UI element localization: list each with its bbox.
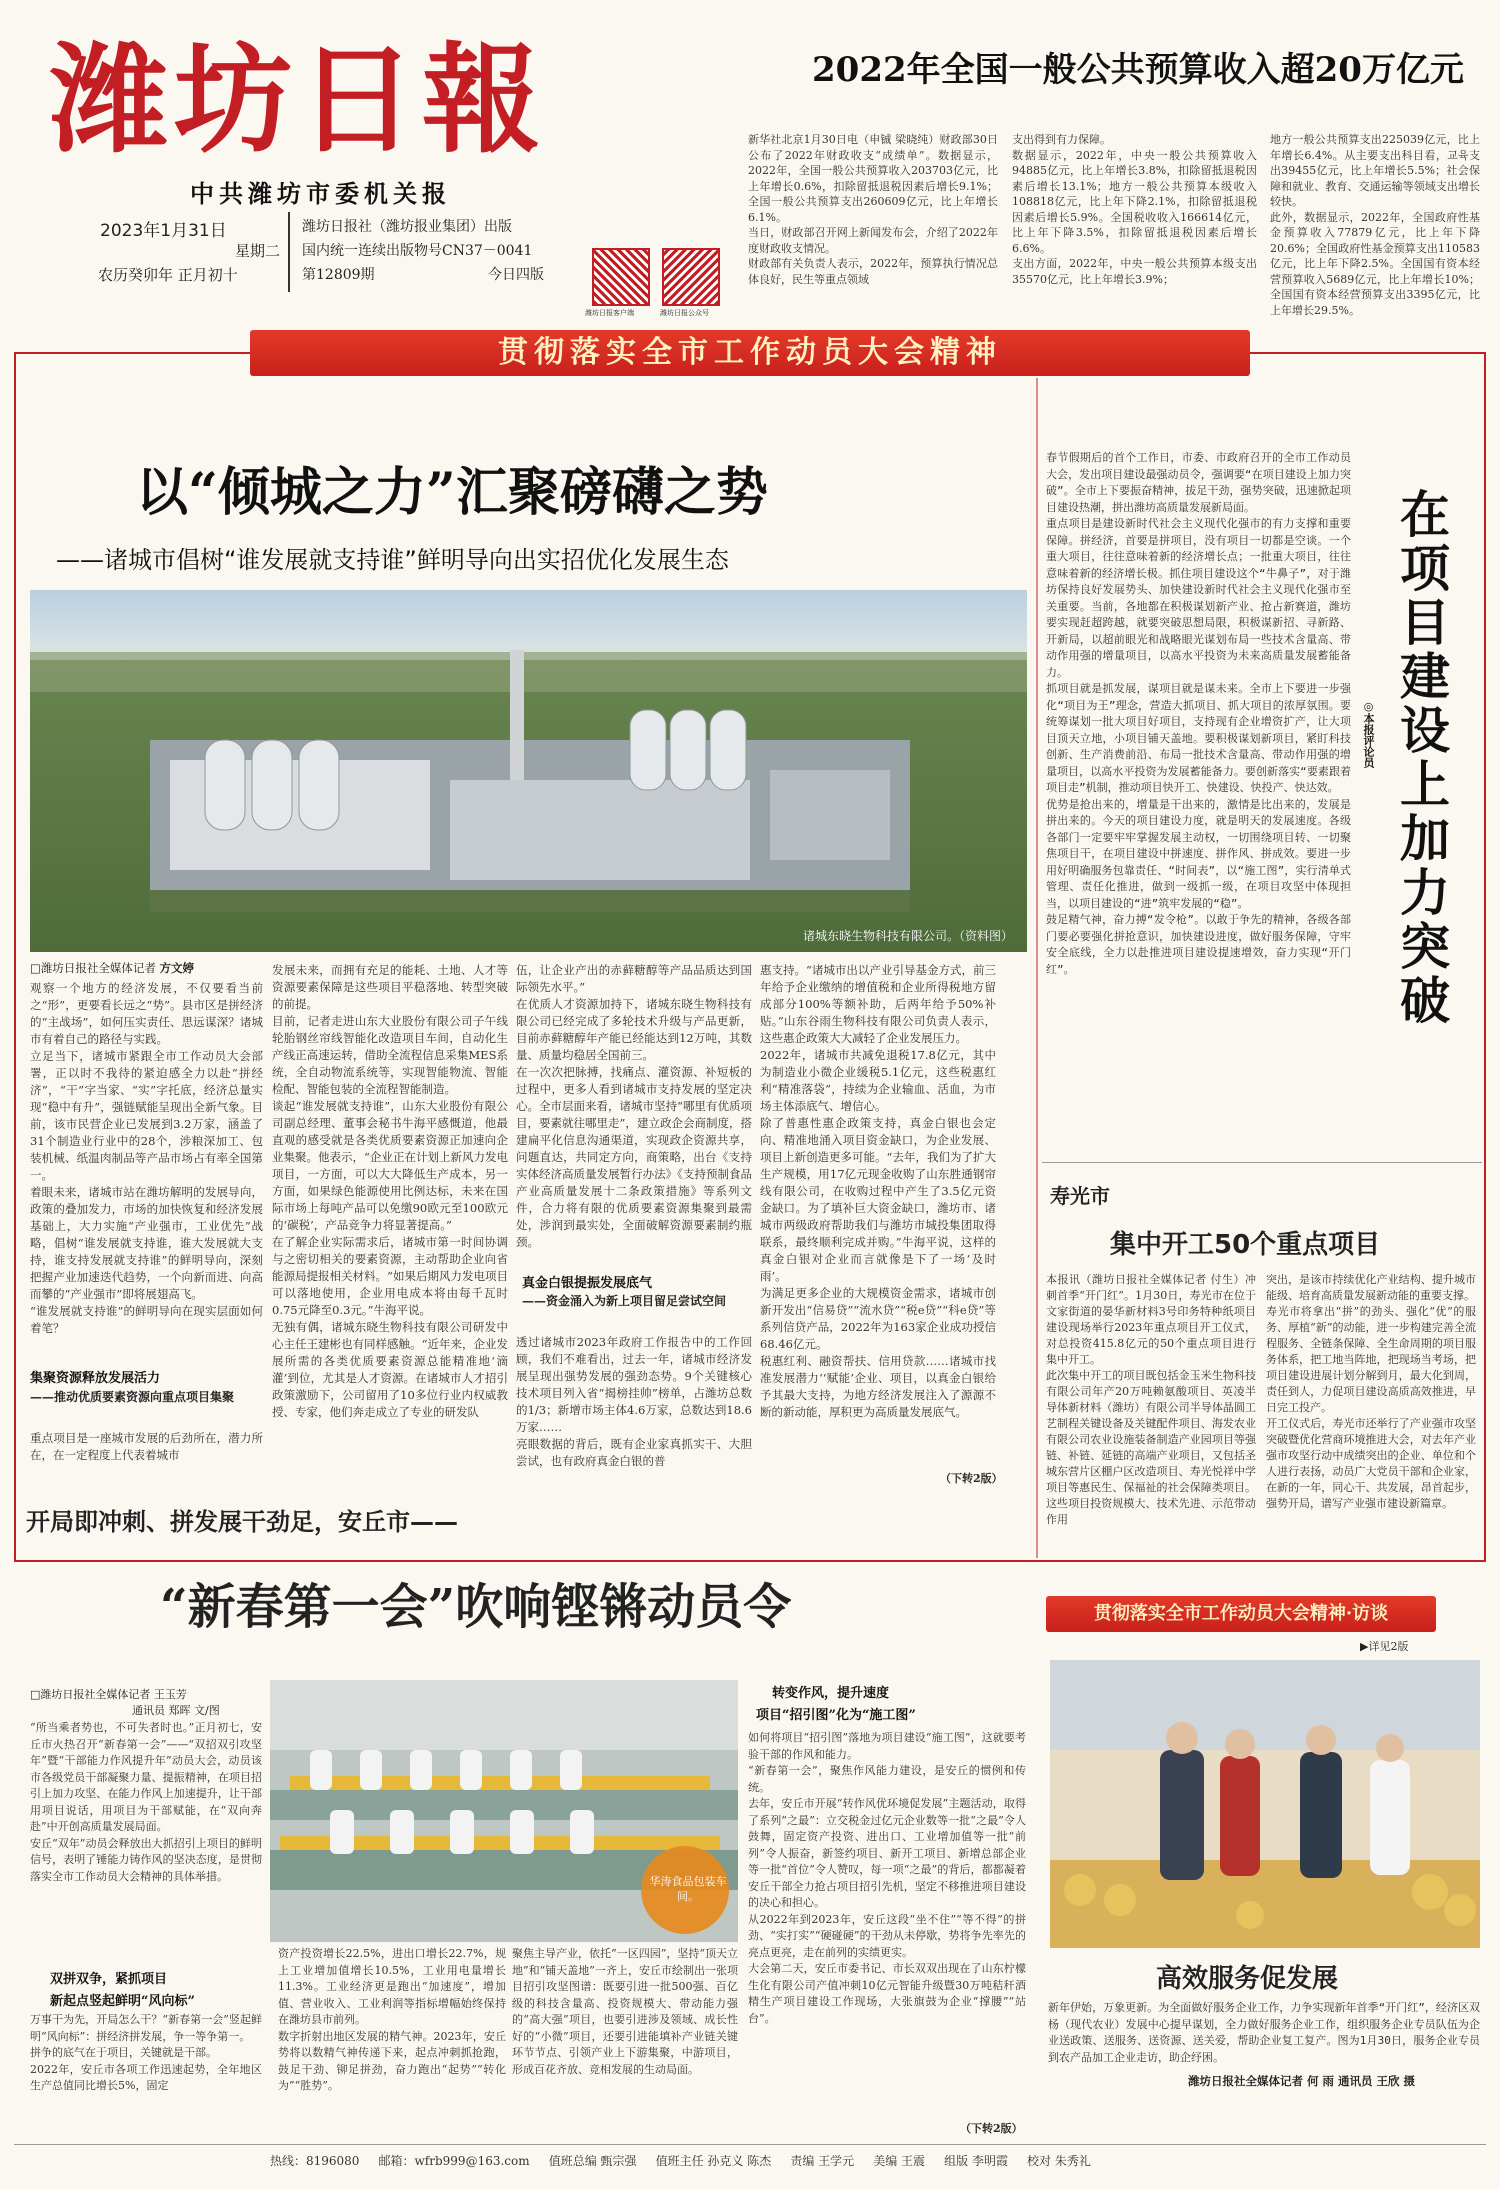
- lead-sub2: 真金白银提振发展底气: [522, 1276, 653, 1291]
- masthead-subtitle: 中共潍坊市委机关报: [190, 180, 451, 208]
- shouguang-kicker: 寿光市: [1050, 1184, 1110, 1208]
- footer-editor-art: 美编 王震: [873, 2154, 926, 2168]
- footer-rule: [14, 2144, 1486, 2145]
- anqiu-sub1: 双拼双争，紧抓项目: [50, 1972, 168, 1987]
- anqiu-photo-caption: 华涛食品包装车间。: [649, 1875, 727, 1903]
- anqiu-col2: 资产投资增长22.5%，进出口增长22.7%，规上工业增加值增长10.5%，工业用电量增长11.3%。工业经济更是跑出“加速度”，增加值、营业收入、工业利润等指标增幅始终保持在潍坊县市前列。 数字折射出地区发展的精气神。2023年，安丘势将以数精气神传递下来，起点冲刺抓抢跑，鼓足干劲、铆足拼劲，奋力跑出“起势”“转化为”“胜势”。: [278, 1947, 506, 2092]
- lead-col4: 惠支持。“诸城市出以产业引导基金方式，前三年给予企业缴纳的增值税和企业所得税地方留成部分100%等额补助，后两年给予50%补贴。”山东谷雨生物科技有限公司负责人表示，这些惠企政策大大减轻了企业发展压力。 2022年，诸城市共减免退税17.8亿元，其中为制造业小微企业缓税5.1亿元，这些税惠红利“精准落袋”，持续为企业输血、活血，为市场主体添底气、增信心。 除了普惠性惠企政策支持，真金白银也会定向、精准地涌入项目资金缺口，为企业发展、项目上新创造更多可能。“去年，我们为了扩大生产规模，用17亿元现金收购了山东胜通钢帘线有限公司，在收购过程中产生了3.5亿元资金缺口。为了填补巨大资金缺口，潍坊市、诸城市两级政府帮助我们与潍坊市城投集团取得联系，最终顺利完成并购。”牛海平说，这样的真金白银对企业而言就像是下了一场‘及时雨’。 为满足更多企业的大规模资金需求，诸城市创新开发出“信易贷”“流水贷”“税e贷”“科e贷”等系列信贷产品，2022年为163家企业成功授信68.46亿元。 税惠红利、融资帮扶、信用贷款……诸城市找准发展潜力‘‘赋能’企业、项目，以真金白银给予其最大支持，为地方经济发展注入了源源不断的新动能，厚积更为高质量发展底气。: [760, 963, 996, 1419]
- masthead-weekday: 星期二: [235, 242, 281, 260]
- lead-byline: [30, 960, 194, 976]
- masthead-pages: 今日四版: [488, 267, 544, 283]
- masthead-divider: [288, 212, 290, 292]
- top-story-col3: 地方一般公共预算支出225039亿元，比上年增长6.4%。从主要支出科目看，교육支出39455亿元，比上年增长5.5%；社会保障和就业、教育、交通运输等领域支出增长较快。 此外，数据显示，2022年，全国政府性基金预算收入77879亿元，比上年下降20.6%；全国政府性基金预算支出110583亿元，比上年下降2.5%。全国国有资本经营预算收入5689亿元，比上年增长10%；全国国有资本经营预算支出3395亿元，比上年增长29.5%。: [1270, 133, 1480, 317]
- shouguang-title[interactable]: 集中开工50个重点项目: [1110, 1230, 1381, 1260]
- anqiu-byline1: □潍坊日报社全媒体记者 王玉芳: [30, 1688, 187, 1701]
- footer: [270, 2152, 1091, 2169]
- lead-col3b: 透过诸城市2023年政府工作报告中的工作回顾，我们不难看出，过去一年，诸城市经济发展呈现出强势发展的强劲态势。9个关键核心技术项目列入省“揭榜挂帅”榜单，占潍坊总数的1/3；新增市场主体4.6万家，总数达到18.6万家…… 亮眼数据的背后，既有企业家真抓实干、大胆尝试，也有政府真金白银的普: [516, 1335, 752, 1468]
- footer-editor-layout: 组版 李明霞: [944, 2154, 1008, 2168]
- fangtan-credit: 潍坊日报社全媒体记者 何 雨 通讯员 王欣 摄: [1188, 2074, 1416, 2088]
- lead-subtitle: ——诸城市倡树“谁发展就支持谁”鲜明导向出实招优化发展生态: [56, 546, 729, 574]
- footer-editor-proof: 校对 朱秀礼: [1027, 2154, 1091, 2168]
- lead-col2: 发展未来，而拥有充足的能耗、土地、人才等资源要素保障是这些项目平稳落地、转型突破的前提。 目前，记者走进山东大业股份有限公司子午线轮胎钢丝帘线智能化改造项目车间，自动化生产线正高速运转，借助全流程信息采集MES系统，全自动物流系统等，实现智能物流、智能检配、智能包装的全流程智能制造。 谈起“谁发展就支持谁”，山东大业股份有限公司副总经理、董事会秘书牛海平感慨道，他最直观的感受就是各类优质要素资源正加速向企业集聚。他表示，“企业正在计划上新风力发电项目，一方面，可以大大降低生产成本，另一方面，如果绿色能源使用比例达标，未来在国际市场上每吨产品可以免缴90欧元至100欧元的‘碳税’，产品竞争力将显著提高。” 在了解企业实际需求后，诸城市第一时间协调与之密切相关的要素资源，主动帮助企业向省能源局提报相关材料。“如果后期风力发电项目可以落地使用，企业用电成本将由每千瓦时0.75元降至0.3元。”牛海平说。 无独有偶，诸城东晓生物科技有限公司研发中心主任王建彬也有同样感触。“近年来，企业发展所需的各类优质要素资源总能精准地‘滴灌’到位，尤其是人才资源。在诸城市人才招引政策激励下，公司留用了10多位行业内权威教授、专家，他们奔走成立了专业的研发队: [272, 963, 508, 1419]
- shouguang-col2: 突出，是该市持续优化产业结构、提升城市能级、培育高质量发展新动能的重要支撑。 寿光市将拿出“拼”的劲头、强化“优”的服务、厚植“新”的动能，进一步构建完善全流程服务、全链条保障、全生命周期的项目服务体系，把工地当阵地，把现场当考场，把项目建设进展计划分解到月，最大化到周，责任到人，力促项目建设高质高效推进，早日完工投产。 开工仪式后，寿光市还举行了产业强市攻坚突破暨优化营商环境推进大会，对去年产业强市攻坚行动中成绩突出的企业、单位和个人进行表扬，动员广大党员干部和企业家，在新的一年，同心干、共发展，昂首起步，强势开局，谱写产业强市建设新篇章。: [1266, 1273, 1476, 1510]
- masthead-issue: 第12809期: [302, 267, 375, 283]
- footer-hotline: 热线：8196080: [270, 2154, 360, 2168]
- anqiu-photo: [270, 1680, 738, 1942]
- commentary-text: 春节假期后的首个工作日，市委、市政府召开的全市工作动员大会，发出项目建设最强动员令，强调要“在项目建设上加力突破”。全市上下要振奋精神，拔足干劲，强势突破，迅速掀起项目建设热潮，拼出潍坊高质量发展新局面。 重点项目是建设新时代社会主义现代化强市的有力支撑和重要保障。拼经济，首要是拼项目，没有项目一切都是空谈。一个重大项目，往往意味着新的经济增长点；一批重大项目，往往意味着新的经济增长极。抓住项目建设这个“牛鼻子”，对于潍坊保持良好发展势头、加快建设新时代社会主义现代化强市至关重要。当前，各地都在积极谋划新产业、抢占新赛道，潍坊要实现赶超跨越，就要突破思想局限，积极谋新招、寻新路、开新局，以超前眼光和战略眼光谋划布局一些技术含量高、带动作用强的增量项目，以高水平投资为未来高质量发展蓄能备力。 抓项目就是抓发展，谋项目就是谋未来。全市上下要进一步强化“项目为王”理念，营造大抓项目、抓大项目的浓厚氛围。要统筹谋划一批大项目好项目，支持现有企业增资扩产，让大项目顶天立地，小项目铺天盖地。要积极谋划新项目，紧盯科技创新、生产消费前沿、布局一批技术含量高、带动作用强的增量项目，以高水平投资为发展蓄能备力。要创新落实“要素跟着项目走”机制，推动项目快开工、快建设、快投产、快达效。 优势是抢出来的，增量是干出来的，激情是比出来的，发展是拼出来的。今天的项目建设力度，就是明天的发展速度。各级各部门一定要牢牢掌握发展主动权，一切围绕项目转、一切聚焦项目干，在项目建设中拼速度、拼作风、拼成效。要进一步用好明确服务包靠责任、“时间表”，以“施工图”，实行清单式管理、责任化推进，做到一级抓一级，在项目攻坚中体现担当，以项目建设的“进”筑牢发展的“稳”。 鼓足精气神，奋力搏“发令枪”。以敢于争先的精神，各级各部门要必要强化拼抢意识，加快建设进度，做好服务保障，守牢安全底线，全力以赴推进项目建设提速增效，奋力实现“开门红”。: [1046, 451, 1351, 976]
- anqiu-sub2b: 项目“招引图”化为“施工图”: [756, 1708, 916, 1723]
- masthead-logo: 潍坊日報: [50, 30, 547, 169]
- shouguang-rule: [1042, 1162, 1482, 1163]
- main-banner-text: 贯彻落实全市工作动员大会精神: [498, 335, 1002, 370]
- qr-code-wechat[interactable]: [662, 248, 720, 306]
- masthead-cn: 国内统一连续出版物号CN37－0041: [302, 243, 533, 259]
- fangtan-title[interactable]: 高效服务促发展: [1156, 1964, 1339, 1994]
- lead-byline-name: 方文婷: [159, 961, 195, 975]
- anqiu-col1: “所当乘者势也，不可失者时也。”正月初七，安丘市火热召开“新春第一会”——“双招双引攻坚年”暨“干部能力作风提升年”动员大会，动员该市各级党员干部凝聚力量、提振精神，在项目招引上加力攻坚、在能力作风上加速提升，让干部用项目说话，用项目为干部赋能，在“双向奔赴”中开创高质量发展局面。 安丘“双年”动员会释放出大抓招引上项目的鲜明信号，表明了锤能力铸作风的坚决态度，是贯彻落实全市工作动员大会精神的具体举措。: [30, 1721, 262, 1883]
- masthead-date: 2023年1月31日: [100, 221, 227, 241]
- lead-col1: 观察一个地方的经济发展，不仅要看当前之“形”，更要看长远之“势”。县市区是拼经济的“主战场”，如何压实责任、思远谋深？诸城市有着自己的路径与实践。 立足当下，诸城市紧跟全市工作动员大会部署，正以时不我待的紧迫感全力以赴“拼经济”，“干”字当家、“实”字托底，经济总量实现“稳中有升”，强链赋能呈现出全新气象。目前，该市民营企业已发展到3.2万家，涵盖了31个制造业行业中的28个，涉粮深加工、包装机械、纸温肉制品等产品市场占有率全国第一。 着眼未来，诸城市站在潍坊解明的发展导向，政策的叠加发力，市场的加快恢复和经济发展基础上，大力实施“产业强市，工业优先”战略，倡树“谁发展就支持谁，谁大发展就大支持，谁支持发展就支持谁”的鲜明导向，深刻把握产业加速迭代趋势，一个向新而进、向高而攀的“产业强市”即将展翅高飞。 “谁发展就支持谁”的鲜明导向在现实层面如何着笔？: [30, 981, 263, 1335]
- lead-sub1b: ——推动优质要素资源向重点项目集聚: [30, 1390, 235, 1404]
- lead-col3: 伍，让企业产出的赤藓糖醇等产品品质达到国际领先水平。” 在优质人才资源加持下，诸城东晓生物科技有限公司已经完成了多轮技术升级与产品更新，目前赤藓糖醇年产能已经能达到12万吨，其数量、质量均稳居全国前三。 在一次次把脉搏，找痛点、灌资源、补短板的过程中，更多人看到诸城市支持发展的坚定决心。全市层面来看，诸城市坚持“哪里有优质项目，要素就往哪里走”，建立政企会商制度，搭建扁平化信息沟通渠道，实现政企资源共享，问题直达，共同定方向，商策略，出台《支持实体经济高质量发展暂行办法》《支持预制食品产业高质量发展十二条政策措施》等系列文件，合力将有限的优质要素资源集聚到最需处，涉润到最实处，全面破解资源要素制约瓶颈。: [516, 963, 752, 1249]
- qr-label-app: 潍坊日报客户端: [585, 309, 634, 317]
- anqiu-col3: 聚焦主导产业，依托“一区四园”，坚持“顶天立地”和“铺天盖地”一齐上，安丘市绘制出一张项目招引攻坚图谱：既要引进一批500强、百亿级的科技含量高、投资规模大、带动能力强的“高大强”项目，也要引进涉及领域、成长性好的“小微”项目，还要引进能填补产业链关键环节节点、引领产业上下游集聚，中游项目，形成百花齐放、竞相发展的生动局面。: [512, 1947, 738, 2076]
- footer-editor-duty: 值班主任 孙克义 陈杰: [655, 2154, 772, 2168]
- fangtan-see-more[interactable]: ▶详见2版: [1360, 1640, 1409, 1653]
- column-divider: [1036, 378, 1038, 1558]
- commentary-title[interactable]: 在项目建设上加力突破: [1392, 488, 1451, 1028]
- lead-sub1: 集聚资源释放发展活力: [30, 1371, 161, 1386]
- lead-byline-label: □潍坊日报社全媒体记者: [30, 961, 156, 975]
- lead-photo: [30, 590, 1027, 952]
- anqiu-sub1b: 新起点竖起鲜明“风向标”: [50, 1994, 195, 2009]
- masthead-publisher: 潍坊日报社（潍坊报业集团）出版: [302, 219, 512, 235]
- factory-visit-illustration: [1050, 1660, 1480, 1948]
- lead-continued[interactable]: （下转2版）: [940, 1472, 1003, 1485]
- lead-photo-caption: 诸城东晓生物科技有限公司。（资料图）: [802, 929, 1013, 943]
- anqiu-continued[interactable]: （下转2版）: [960, 2122, 1023, 2135]
- footer-email[interactable]: 邮箱：wfrb999@163.com: [378, 2154, 530, 2168]
- lead-col1b: 重点项目是一座城市发展的后劲所在，潜力所在，在一定程度上代表着城市: [30, 1431, 263, 1462]
- top-story-col2: 支出得到有力保障。 数据显示，2022年，中央一般公共预算收入94885亿元，比上年增长3.8%，扣除留抵退税因素后增长13.1%；地方一般公共预算本级收入108818亿元，比上年下降2.1%，扣除留抵退税因素后增长5.9%。全国税收收入166614亿元，比上年下降3.5%，扣除留抵退税因素后增长6.6%。 支出方面，2022年，中央一般公共预算本级支出35570亿元，比上年增长3.9%；: [1012, 133, 1257, 286]
- shouguang-col1: 本报讯（潍坊日报社全媒体记者 付生）冲刺首季“开门红”。1月30日，寿光市在位于文家街道的晏华新材料3号印务特种纸项目建设现场举行2023年重点项目开工仪式，对总投资415.8亿元的50个重点项目进行集中开工。 此次集中开工的项目既包括金玉米生物科技有限公司年产20万吨赖氨酸项目、英凌半导体新材料（潍坊）有限公司半导体晶圆工艺制程关键设备及关键配件项目、海发农业有限公司农业设施装备制造产业园项目等强链、补链、延链的高端产业项目，又包括圣城东营片区棚户区改造项目、寿光悦祥中学项目等惠民生、保福祉的社会保障类项目。这些项目投资规模大、技术先进、示范带动作用: [1046, 1273, 1256, 1526]
- footer-editor-chief: 值班总编 甄宗强: [548, 2154, 637, 2168]
- fangtan-banner: [1046, 1596, 1436, 1632]
- top-story-title[interactable]: 2022年全国一般公共预算收入超20万亿元: [812, 50, 1464, 90]
- anqiu-kicker: 开局即冲刺、拼发展干劲足，安丘市——: [26, 1508, 458, 1536]
- lead-sub2b: ——资金涌入为新上项目留足尝试空间: [522, 1294, 727, 1308]
- masthead-lunar: 农历癸卯年 正月初十: [98, 266, 238, 284]
- anqiu-col4: 如何将项目“招引图”落地为项目建设“施工图”，这就要考验干部的作风和能力。 “新春第一会”，聚焦作风能力建设，是安丘的惯例和传统。 去年，安丘市开展“转作风优环境促发展”主题活动，取得了系列“之最”：立交税金过亿元企业数等一批“之最”令人鼓舞，固定资产投资、进出口、工业增加值等一批“前列”令人振奋，新签约项目、新开工项目、新增总部企业等一批“首位”令人赞叹，每一项“之最”的背后，都都凝着安丘干部全力抢占项目招引先机，坚定不移推进项目建设的决心和担心。 从2022年到2023年，安丘这段“坐不住”“等不得”的拼劲、“实打实”“硬碰硬”的干劲从未停歇，势将争先率先的亮点更亮，走在前列的实绩更实。 大会第二天，安丘市委书记、市长双双出现在了山东柠檬生化有限公司产值冲刺10亿元智能升级暨30万吨秸秆酒精生产项目建设工作现场，大张旗鼓为企业“撑腰”“站台”。: [748, 1731, 1026, 2025]
- anqiu-byline2: 通讯员 郑晖 文/图: [132, 1704, 220, 1717]
- commentary-byline: ◎本报评论员: [1362, 700, 1375, 768]
- masthead: [40, 24, 660, 324]
- fangtan-banner-text: 贯彻落实全市工作动员大会精神·访谈: [1093, 1603, 1389, 1624]
- footer-editor-resp: 责编 王学元: [790, 2154, 855, 2168]
- lead-title[interactable]: 以“倾城之力”汇聚磅礴之势: [136, 462, 768, 523]
- qr-code-app[interactable]: [592, 248, 650, 306]
- anqiu-col1b: 万事干为先，开局怎么干？“新春第一会”竖起鲜明“风向标”：拼经济拼发展，争一等争第一。 拼争的底气在于项目，关键就是干部。 2022年，安丘市各项工作迅速起势，全年地区生产总值同比增长5%，固定: [30, 2013, 262, 2092]
- factory-aerial-illustration: [30, 590, 1027, 952]
- anqiu-sub2: 转变作风，提升速度: [772, 1686, 890, 1701]
- top-story-col1: 新华社北京1月30日电（申铖 梁晓纯）财政部30日公布了2022年财政收支“成绩单”。数据显示，2022年，全国一般公共预算收入203703亿元，比上年增长0.6%，扣除留抵退税因素后增长9.1%；全国一般公共预算支出260609亿元，比上年增长6.1%。 当日，财政部召开网上新闻发布会，介绍了2022年度财政收支情况。 财政部有关负责人表示，2022年，预算执行情况总体良好，民生等重点领域: [748, 133, 998, 286]
- anqiu-title[interactable]: “新春第一会”吹响铿锵动员令: [160, 1579, 792, 1635]
- fangtan-photo: [1050, 1660, 1480, 1948]
- qr-label-wechat: 潍坊日报公众号: [660, 309, 709, 317]
- fangtan-text: 新年伊始，万象更新。为全面做好服务企业工作，力争实现新年首季“开门红”，经济区双杨（现代农业）发展中心提早谋划，全力做好服务企业工作，组织服务企业专员队伍为企业送政策、送服务、送资源、送关爱，帮助企业复工复产。图为1月30日，服务企业专员到农产品加工企业走访，助企纾困。: [1048, 2001, 1480, 2064]
